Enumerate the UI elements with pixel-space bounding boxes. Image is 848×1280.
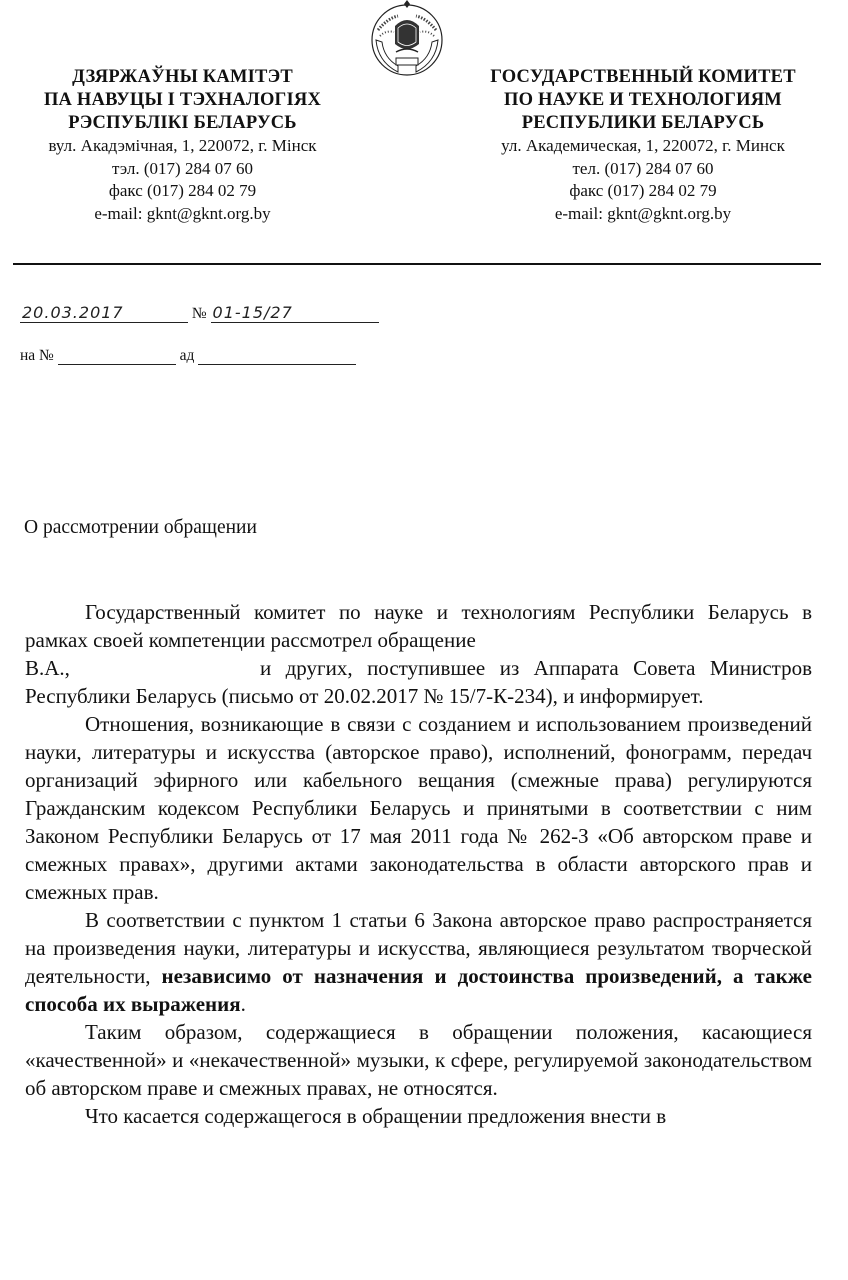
org-name-line: РЕСПУБЛИКИ БЕЛАРУСЬ — [521, 113, 765, 133]
p3-text: В соответствии с пунктом 1 статьи 6 Закона авторское право распространяется на произведения науки, литературы и искусства, являющиеся результатом творческой деятельности, — [25, 908, 812, 988]
p1-name: В.А., — [25, 656, 70, 680]
number-label: № — [191, 305, 207, 322]
org-name-line: ПО НАУКЕ И ТЕХНОЛОГИЯМ — [504, 90, 782, 110]
org-name-line: ДЗЯРЖАЎНЫ КАМІТЭТ — [72, 67, 293, 87]
paragraph-1 — [25, 598, 812, 710]
ref-label: на № — [20, 347, 54, 364]
paragraph-5: Что касается содержащегося в обращении предложения внести в — [85, 1104, 667, 1128]
fax: факс (017) 284 02 79 — [108, 181, 257, 200]
p1-rest: и других, поступившее из Аппарата Совета Министров Республики Беларусь (письмо от 20.02.2017 № 15/7-К-234), и информирует. — [25, 656, 812, 708]
handwritten-date: 20.03.2017 — [22, 303, 124, 322]
address: вул. Акадэмічная, 1, 220072, г. Мінск — [48, 136, 317, 155]
ref-date-blank — [198, 342, 356, 365]
p3-emphasis: независимо от назначения и достоинства произведений, а также способа их выражения — [25, 964, 812, 1016]
fax: факс (017) 284 02 79 — [569, 181, 717, 200]
email: e-mail: gknt@gknt.org.by — [554, 203, 732, 223]
date-field — [20, 300, 188, 323]
p3-end: . — [240, 992, 246, 1016]
org-name-line: ГОСУДАРСТВЕННЫЙ КОМИТЕТ — [490, 67, 796, 87]
email: e-mail: gknt@gknt.org.by — [94, 203, 271, 223]
reference-line — [20, 342, 356, 365]
number-field — [211, 300, 379, 323]
from-label: ад — [179, 347, 195, 364]
header-divider — [13, 263, 821, 265]
paragraph-4: Таким образом, содержащиеся в обращении положения, касающиеся «качественной» и «некачественной» музыки, к сфере, регулируемой законодательством об авторском праве и смежных правах, не относятся. — [25, 1020, 812, 1100]
paragraph-3 — [25, 906, 812, 1018]
letter-subject: О рассмотрении обращении — [24, 517, 257, 538]
org-name-line: ПА НАВУЦЫ І ТЭХНАЛОГІЯХ — [43, 90, 322, 110]
paragraph-2: Отношения, возникающие в связи с созданием и использованием произведений науки, литературы и искусства (авторское право), исполнений, фонограмм, передач организаций эфирного или кабельного вещания (смежные права) регулируются Гражданским кодексом Республики Беларусь и принятыми в соответствии с ним Законом Республики Беларусь от 17 мая 2011 года № 262-З «Об авторском праве и смежных правах», другими актами законодательства в области авторского прав и смежных прав. — [25, 712, 812, 904]
registration-line — [20, 300, 379, 323]
p1-text: Государственный комитет по науке и технологиям Республики Беларусь в рамках своей компетенции рассмотрел обращение — [25, 600, 812, 652]
belarus-state-emblem-icon — [368, 0, 446, 78]
phone: тэл. (017) 284 07 60 — [112, 158, 253, 178]
address: ул. Академическая, 1, 220072, г. Минск — [501, 136, 785, 155]
org-name-line: РЭСПУБЛІКІ БЕЛАРУСЬ — [68, 113, 297, 133]
ref-number-blank — [58, 342, 176, 365]
header-russian — [443, 66, 843, 225]
phone: тел. (017) 284 07 60 — [572, 158, 714, 178]
letter-body — [25, 598, 812, 1130]
handwritten-number: 01-15/27 — [212, 303, 293, 322]
header-belarusian — [0, 66, 365, 225]
